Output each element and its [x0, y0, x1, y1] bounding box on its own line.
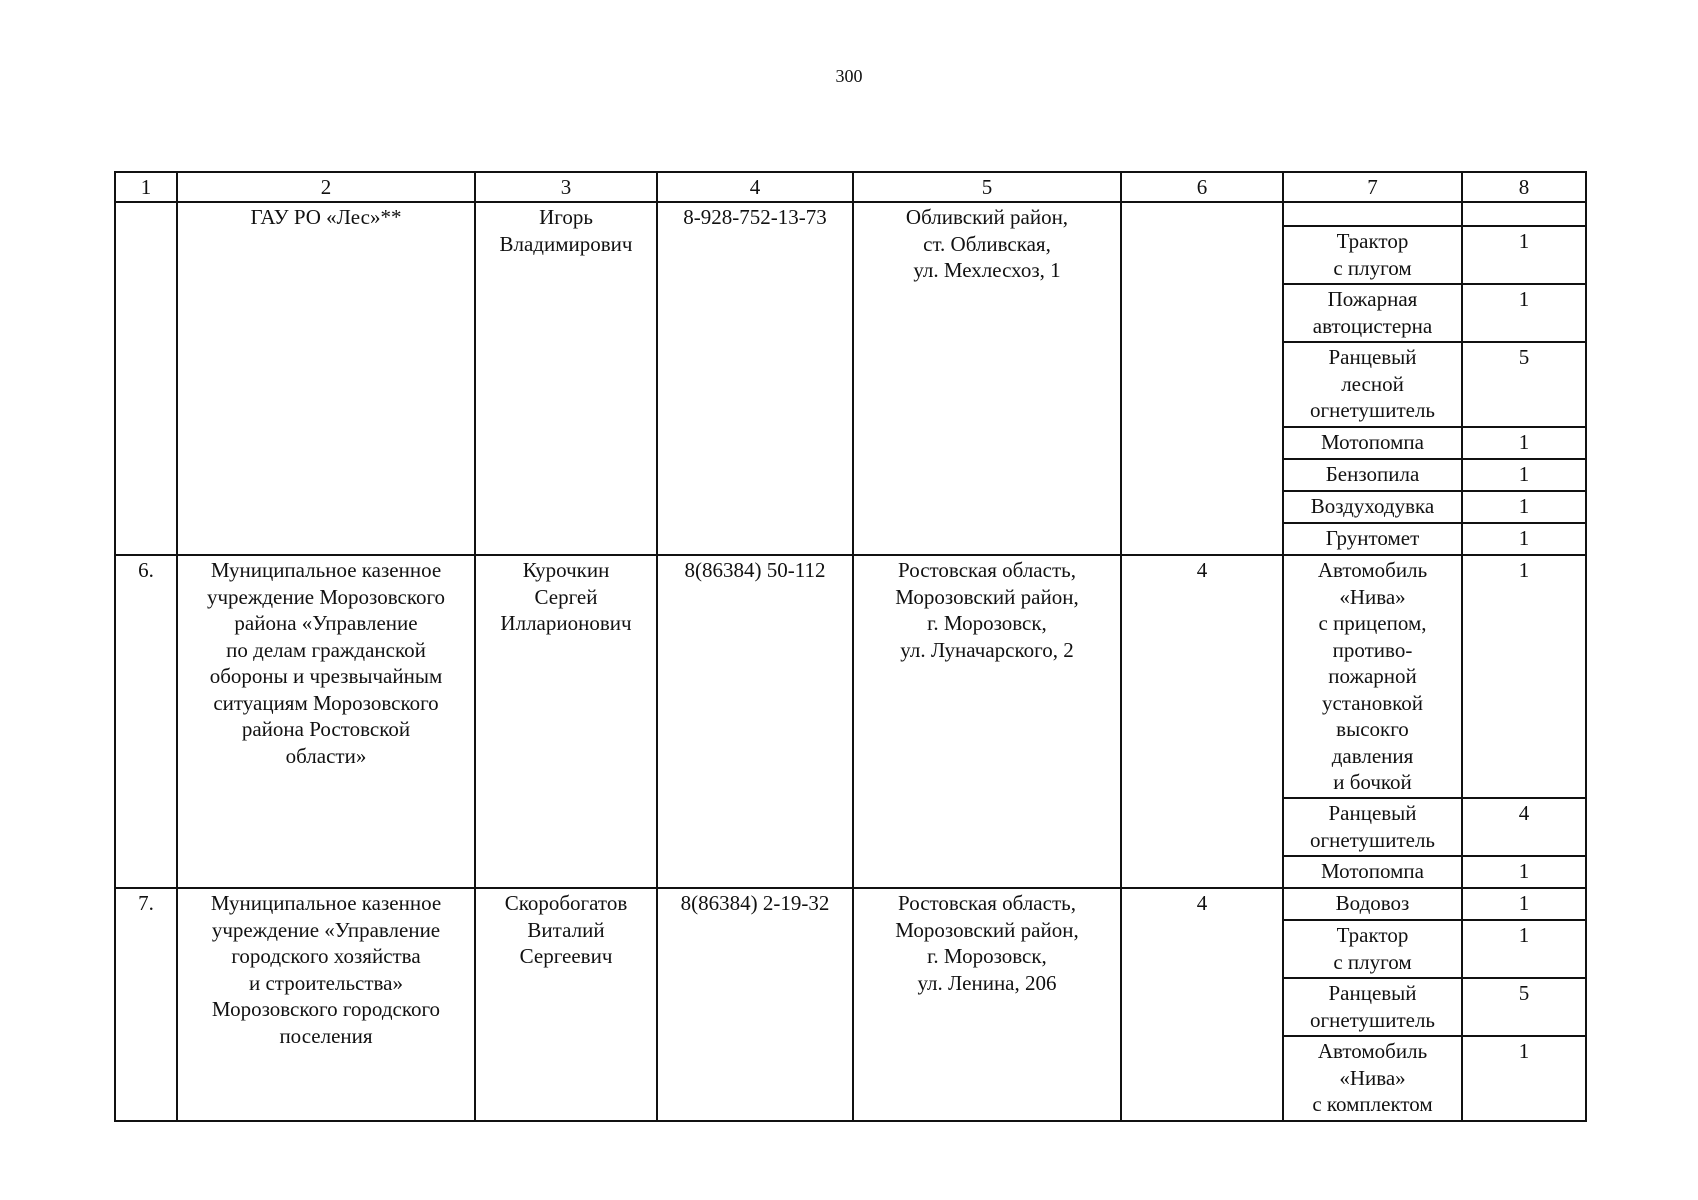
- equipment-name-cell: Грунтомет: [1283, 523, 1462, 555]
- row-number: 6.: [115, 555, 177, 888]
- row-number: [115, 202, 177, 555]
- column-6-cell: [1121, 202, 1283, 555]
- equipment-qty-cell: 1: [1462, 555, 1586, 798]
- organization-cell: Муниципальное казенное учреждение «Управление городского хозяйства и строительства» Морозовского городского поселения: [177, 888, 475, 1121]
- header-col-5: 5: [853, 172, 1121, 202]
- equipment-qty-cell: 1: [1462, 459, 1586, 491]
- equipment-name-cell: Мотопомпа: [1283, 427, 1462, 459]
- equipment-name-cell: Трактор с плугом: [1283, 226, 1462, 284]
- header-col-6: 6: [1121, 172, 1283, 202]
- header-row: [115, 172, 1586, 202]
- header-col-4: 4: [657, 172, 853, 202]
- phone-cell: 8(86384) 2-19-32: [657, 888, 853, 1121]
- equipment-qty-cell: 1: [1462, 491, 1586, 523]
- equipment-name-cell: Ранцевый огнетушитель: [1283, 978, 1462, 1036]
- equipment-qty-cell: 1: [1462, 226, 1586, 284]
- resources-table: [114, 171, 1587, 1122]
- header-col-8: 8: [1462, 172, 1586, 202]
- equipment-qty-cell: 1: [1462, 856, 1586, 888]
- equipment-qty-cell: 1: [1462, 1036, 1586, 1121]
- column-6-cell: 4: [1121, 555, 1283, 888]
- equipment-name-cell: Пожарная автоцистерна: [1283, 284, 1462, 342]
- equipment-name-cell: Мотопомпа: [1283, 856, 1462, 888]
- equipment-qty-cell: 1: [1462, 284, 1586, 342]
- equipment-name-cell: Ранцевый лесной огнетушитель: [1283, 342, 1462, 427]
- equipment-qty-cell: 4: [1462, 798, 1586, 856]
- table-row: [115, 555, 1586, 798]
- equipment-name-cell: Трактор с плугом: [1283, 920, 1462, 978]
- organization-cell: ГАУ РО «Лес»**: [177, 202, 475, 555]
- header-col-1: 1: [115, 172, 177, 202]
- contact-person-cell: Скоробогатов Виталий Сергеевич: [475, 888, 657, 1121]
- equipment-name-cell: Автомобиль «Нива» с прицепом, противо- пожарной установкой высокго давления и бочкой: [1283, 555, 1462, 798]
- equipment-name-cell: Ранцевый огнетушитель: [1283, 798, 1462, 856]
- header-col-7: 7: [1283, 172, 1462, 202]
- equipment-name-cell: Водовоз: [1283, 888, 1462, 920]
- contact-person-cell: Курочкин Сергей Илларионович: [475, 555, 657, 888]
- equipment-name-cell: [1283, 202, 1462, 226]
- equipment-qty-cell: 5: [1462, 342, 1586, 427]
- header-col-3: 3: [475, 172, 657, 202]
- address-cell: Обливский район, ст. Обливская, ул. Мехлесхоз, 1: [853, 202, 1121, 555]
- organization-cell: Муниципальное казенное учреждение Морозовского района «Управление по делам гражданской обороны и чрезвычайным ситуациям Морозовского района Ростовской области»: [177, 555, 475, 888]
- equipment-qty-cell: [1462, 202, 1586, 226]
- table-row: [115, 202, 1586, 226]
- row-number: 7.: [115, 888, 177, 1121]
- equipment-name-cell: Автомобиль «Нива» с комплектом: [1283, 1036, 1462, 1121]
- header-col-2: 2: [177, 172, 475, 202]
- contact-person-cell: Игорь Владимирович: [475, 202, 657, 555]
- table-row: [115, 888, 1586, 920]
- column-6-cell: 4: [1121, 888, 1283, 1121]
- equipment-qty-cell: 5: [1462, 978, 1586, 1036]
- address-cell: Ростовская область, Морозовский район, г. Морозовск, ул. Ленина, 206: [853, 888, 1121, 1121]
- page-number: 300: [835, 66, 863, 86]
- equipment-qty-cell: 1: [1462, 920, 1586, 978]
- equipment-qty-cell: 1: [1462, 427, 1586, 459]
- equipment-name-cell: Воздуходувка: [1283, 491, 1462, 523]
- address-cell: Ростовская область, Морозовский район, г. Морозовск, ул. Луначарского, 2: [853, 555, 1121, 888]
- phone-cell: 8-928-752-13-73: [657, 202, 853, 555]
- table-body: [115, 172, 1586, 1121]
- equipment-name-cell: Бензопила: [1283, 459, 1462, 491]
- phone-cell: 8(86384) 50-112: [657, 555, 853, 888]
- equipment-qty-cell: 1: [1462, 888, 1586, 920]
- equipment-qty-cell: 1: [1462, 523, 1586, 555]
